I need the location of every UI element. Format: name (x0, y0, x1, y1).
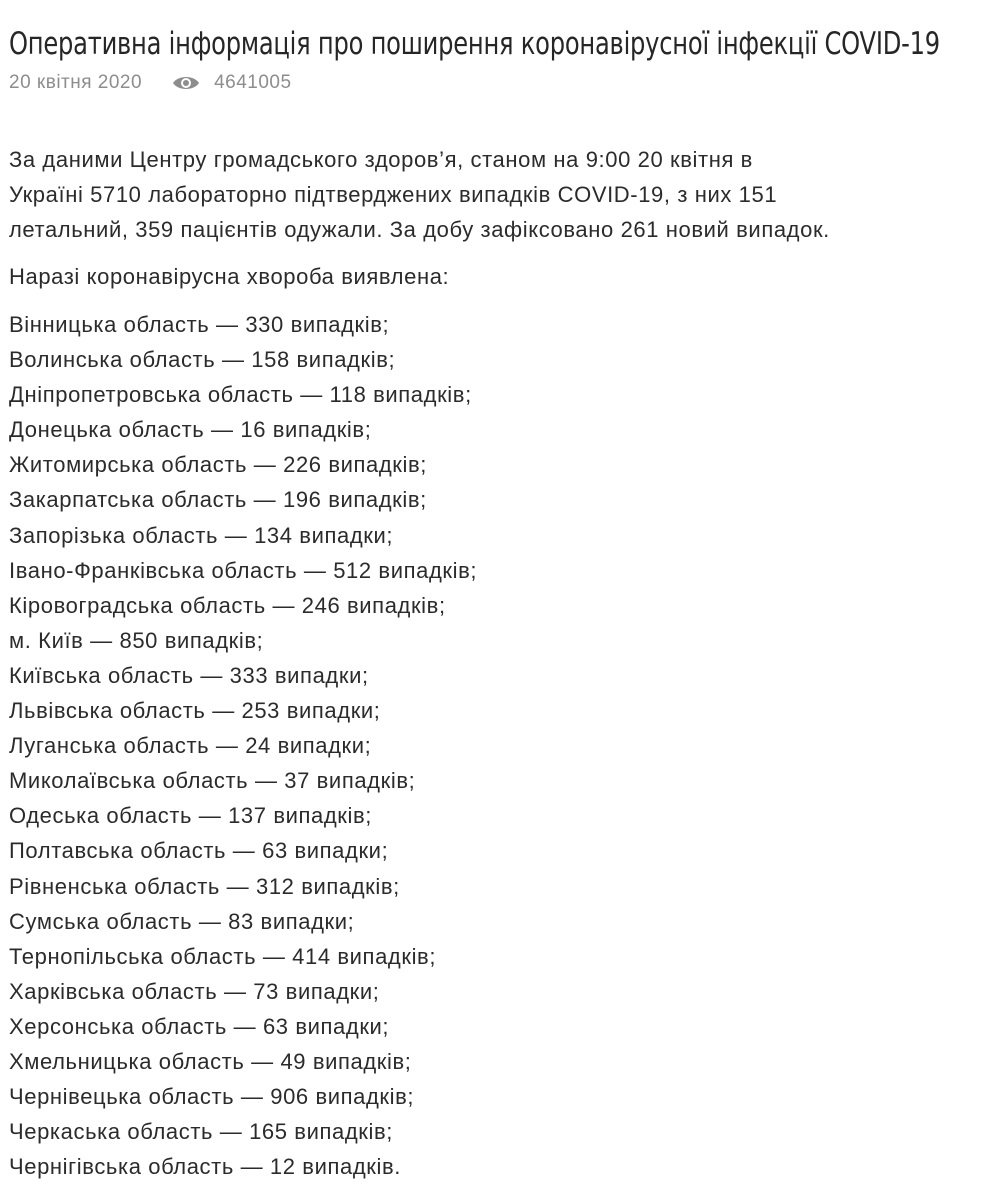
region-item: Сумська область — 83 випадки; (9, 908, 355, 934)
region-item: Запорізька область — 134 випадки; (9, 522, 394, 548)
region-item: Харківська область — 73 випадки; (9, 978, 380, 1004)
region-item: Тернопільська область — 414 випадків; (9, 943, 437, 969)
article-body (9, 142, 1006, 1184)
region-item: Миколаївська область — 37 випадків; (9, 768, 416, 794)
intro-line: летальний, 359 пацієнтів одужали. За добу зафіксовано 261 новий випадок. (9, 217, 830, 242)
region-item: Полтавська область — 63 випадки; (9, 838, 389, 864)
region-item: Житомирська область — 226 випадків; (9, 452, 428, 478)
region-item: Закарпатська область — 196 випадків; (9, 487, 427, 513)
regions-list (9, 307, 1006, 1184)
intro-line: За даними Центру громадського здоров’я, станом на 9:00 20 квітня в (9, 147, 753, 172)
region-item: Вінницька область — 330 випадків; (9, 312, 390, 337)
region-item: Кіровоградська область — 246 випадків; (9, 592, 446, 618)
region-item: Львівська область — 253 випадки; (9, 698, 381, 724)
region-item: Донецька область — 16 випадків; (9, 417, 372, 443)
eye-icon (172, 74, 200, 92)
region-item: Київська область — 333 випадки; (9, 662, 369, 688)
region-item: Волинська область — 158 випадків; (9, 347, 396, 373)
region-item: Івано-Франківська область — 512 випадків; (9, 557, 478, 583)
region-item: м. Київ — 850 випадків; (9, 627, 264, 653)
region-item: Рівненська область — 312 випадків; (9, 873, 400, 899)
list-heading: Наразі коронавірусна хвороба виявлена: (9, 264, 450, 289)
region-item: Черкаська область — 165 випадків; (9, 1119, 393, 1145)
view-count: 4641005 (214, 72, 292, 93)
region-item: Херсонська область — 63 випадки; (9, 1013, 390, 1039)
article-meta (9, 72, 292, 94)
publish-date: 20 квітня 2020 (9, 72, 143, 93)
region-item: Одеська область — 137 випадків; (9, 803, 372, 829)
intro-paragraph (9, 142, 1006, 247)
intro-line: Україні 5710 лабораторно підтверджених випадків COVID-19, з них 151 (9, 182, 778, 207)
region-item: Чернігівська область — 12 випадків. (9, 1154, 401, 1180)
region-item: Хмельницька область — 49 випадків; (9, 1048, 412, 1074)
page-title: Оперативна інформація про поширення коронавірусної інфекції COVID-19 (9, 26, 940, 62)
region-item: Чернівецька область — 906 випадків; (9, 1084, 415, 1110)
region-item: Дніпропетровська область — 118 випадків; (9, 382, 472, 408)
region-item: Луганська область — 24 випадки; (9, 733, 372, 759)
